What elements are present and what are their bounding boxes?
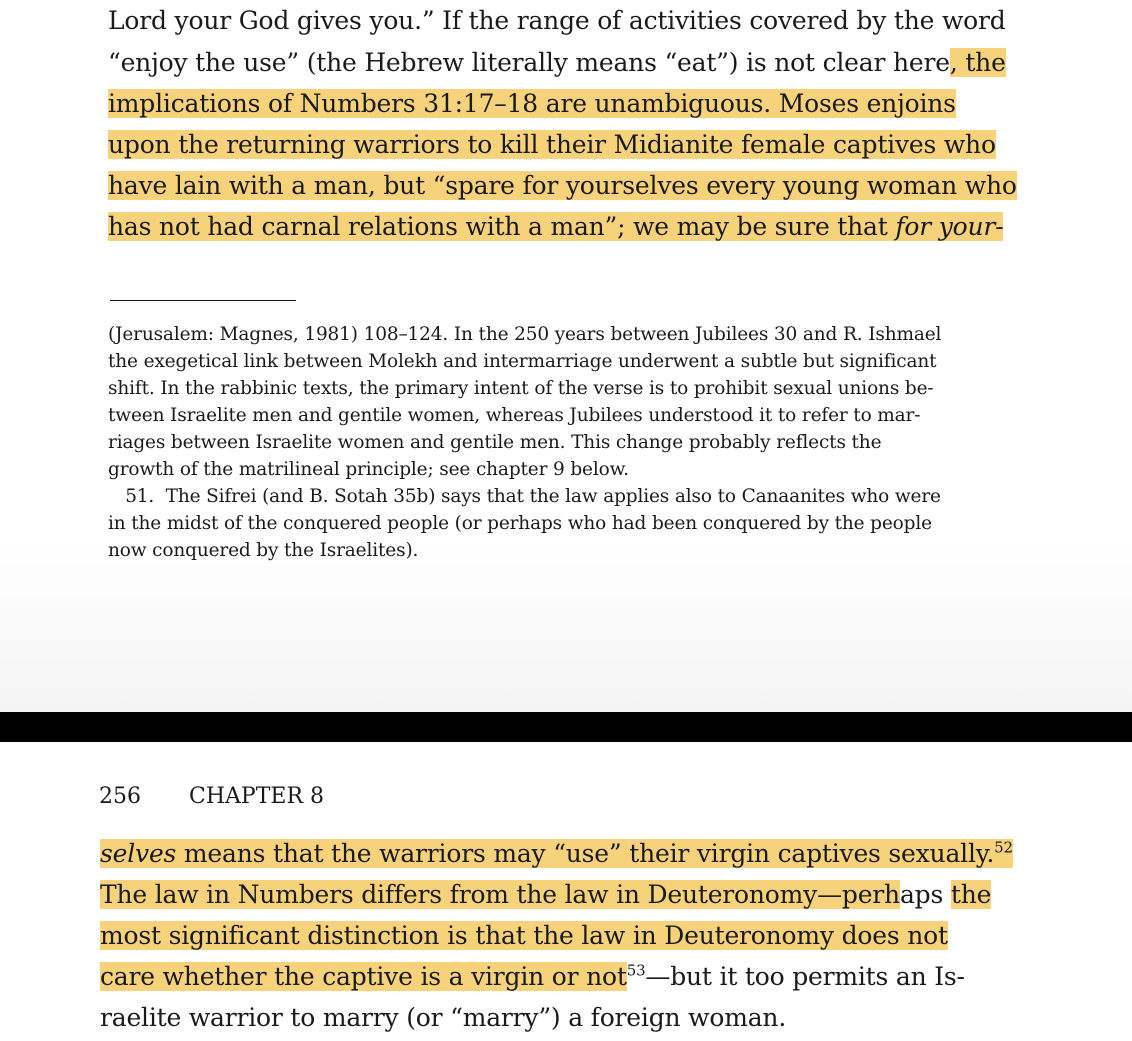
highlighted-text: implications of Numbers 31:17–18 are unambiguous. Moses enjoins bbox=[108, 89, 956, 118]
footnote-line: now conquered by the Israelites). bbox=[108, 540, 419, 561]
running-header bbox=[99, 786, 324, 808]
highlighted-text: upon the returning warriors to kill their Midianite female captives who bbox=[108, 130, 996, 159]
highlighted-text: the bbox=[950, 880, 992, 909]
footnote-line: the exegetical link between Molekh and intermarriage underwent a subtle but significant bbox=[108, 351, 937, 372]
body-line-4 bbox=[108, 132, 996, 157]
footnote-line: growth of the matrilineal principle; see chapter 9 below. bbox=[108, 459, 629, 480]
body-line-1 bbox=[108, 8, 1006, 33]
body-line-6 bbox=[108, 214, 1003, 239]
body-line-p2-2 bbox=[100, 882, 991, 907]
body-text: “enjoy the use” (the Hebrew literally means “eat”) is not clear here bbox=[108, 48, 950, 77]
highlighted-text: The law in Numbers differs from the law in Deuteronomy—perh bbox=[100, 880, 900, 909]
body-line-p2-1 bbox=[100, 838, 1013, 868]
footnote-rule bbox=[110, 300, 296, 301]
footnote-ref-52: 52 bbox=[994, 838, 1013, 857]
highlighted-text: means that the warriors may “use” their virgin captives sexually. bbox=[176, 839, 995, 868]
highlighted-text: , the bbox=[949, 48, 1006, 77]
chapter-title: CHAPTER 8 bbox=[189, 784, 324, 809]
body-line-5 bbox=[108, 173, 1017, 198]
footnote-ref-53: 53 bbox=[626, 961, 646, 980]
highlighted-text: has not had carnal relations with a man”; we may be sure that bbox=[108, 212, 896, 241]
highlighted-italic-text: selves bbox=[100, 839, 177, 868]
book-page-bottom bbox=[0, 742, 1132, 1041]
highlighted-text: care whether the captive is a virgin or not bbox=[100, 962, 627, 991]
body-line-2 bbox=[108, 50, 1006, 75]
body-text: aps bbox=[899, 880, 944, 909]
body-line-p2-5 bbox=[100, 1005, 786, 1030]
page-separator bbox=[0, 712, 1132, 742]
body-text: —but it too permits an Is- bbox=[645, 962, 965, 991]
body-line-p2-4 bbox=[100, 961, 965, 991]
highlighted-text: most significant distinction is that the law in Deuteronomy does not bbox=[100, 921, 948, 950]
footnote-line: riages between Israelite women and gentile men. This change probably reflects the bbox=[108, 432, 882, 453]
footnote-51: 51. The Sifrei (and B. Sotah 35b) says that the law applies also to Canaanites who were bbox=[108, 486, 941, 507]
page-number: 256 bbox=[99, 784, 141, 809]
highlighted-text: have lain with a man, but “spare for yourselves every young woman who bbox=[108, 171, 1017, 200]
footnote-line: (Jerusalem: Magnes, 1981) 108–124. In the 250 years between Jubilees 30 and R. Ishmael bbox=[108, 324, 942, 345]
highlighted-italic-text: for your- bbox=[895, 212, 1004, 241]
body-line-p2-3 bbox=[100, 923, 948, 948]
footnote-line: tween Israelite men and gentile women, whereas Jubilees understood it to refer to mar- bbox=[108, 405, 921, 426]
body-line-3 bbox=[108, 91, 956, 116]
body-text: Lord your God gives you.” If the range of activities covered by the word bbox=[108, 6, 1006, 35]
body-text: raelite warrior to marry (or “marry”) a foreign woman. bbox=[100, 1003, 787, 1032]
footnote-line: shift. In the rabbinic texts, the primary intent of the verse is to prohibit sexual unions be- bbox=[108, 378, 934, 399]
footnote-line: in the midst of the conquered people (or perhaps who had been conquered by the people bbox=[108, 513, 932, 534]
